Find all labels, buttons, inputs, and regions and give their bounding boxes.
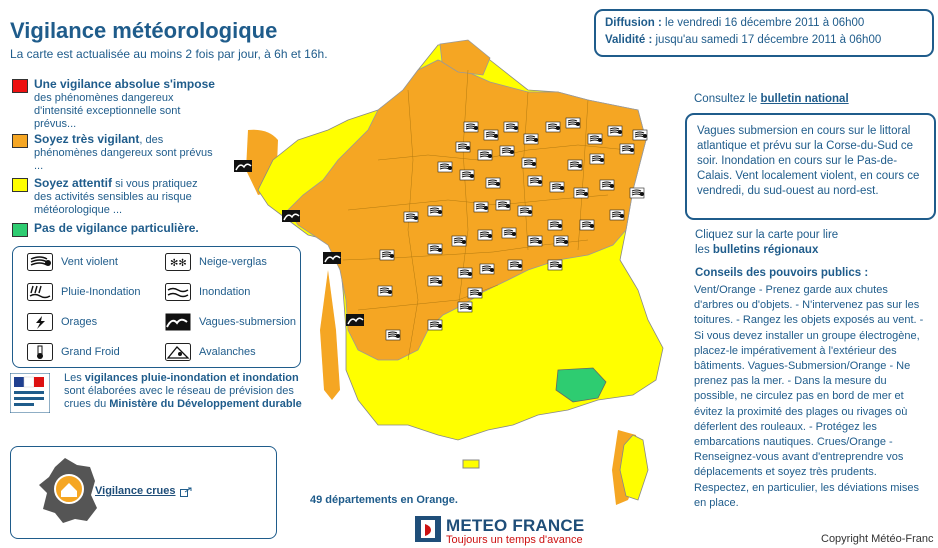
legend-red-text: des phénomènes dangereux d'intensité exceptionnelle sont prévus... <box>34 92 181 130</box>
wind-icon <box>456 142 470 152</box>
flood-icon <box>165 283 191 301</box>
ministry-logo <box>10 373 50 413</box>
wind-icon <box>566 118 580 128</box>
wind-icon <box>496 200 510 210</box>
wind-icon <box>478 230 492 240</box>
wind-icon <box>486 178 500 188</box>
thermometer-icon <box>27 343 53 361</box>
regional-prefix: les <box>695 244 713 256</box>
waves-icon <box>234 160 252 172</box>
avalanche-label: Avalanches <box>199 346 256 358</box>
validite-label: Validité : <box>605 34 653 46</box>
wind-icon <box>508 260 522 270</box>
wind-icon <box>522 158 536 168</box>
wind-icon <box>588 134 602 144</box>
legend-red-title: Une vigilance absolue s'impose <box>34 77 215 91</box>
wind-icon <box>474 202 488 212</box>
alert-summary-box <box>685 113 936 220</box>
meteo-france-logo <box>415 516 441 542</box>
rain-flood-label: Pluie-Inondation <box>61 286 141 298</box>
legend-yellow-text: si vous pratiquez des activités sensibles au risque météorologique ... <box>34 178 198 216</box>
legend-orange-text: , des phénomènes dangereux sont prévus ... <box>34 134 213 172</box>
legend-level-red <box>12 78 217 131</box>
brand-name: METEO FRANCE <box>446 516 585 535</box>
wind-icon <box>478 150 492 160</box>
wind-icon <box>438 162 452 172</box>
ministry-text-b: sont élaborées avec le réseau de prévision des crues du <box>64 385 294 410</box>
waves-icon <box>323 252 341 264</box>
legend-green-title: Pas de vigilance particulière. <box>34 221 199 235</box>
rain-flood-icon <box>27 283 53 301</box>
wind-icon <box>500 146 514 156</box>
wind-icon <box>464 122 478 132</box>
wind-icon <box>428 320 442 330</box>
copyright: Copyright Météo-Franc <box>821 533 934 545</box>
legend-yellow-title: Soyez attentif <box>34 176 113 190</box>
wind-icon <box>518 206 532 216</box>
page-subtitle: La carte est actualisée au moins 2 fois par jour, à 6h et 16h. <box>10 47 328 61</box>
legend-orange-title: Soyez très vigilant <box>34 132 140 146</box>
wind-icon <box>550 182 564 192</box>
storm-icon <box>27 313 53 331</box>
svg-text:✻✻: ✻✻ <box>170 258 187 269</box>
advice-text: Vent/Orange - Prenez garde aux chutes d'arbres ou d'objets. - N'intervenez pas sur les toitures. - Rangez les objets exposés au vent. -Si vous devez installer un groupe électrogène, placez-le impérativement à l'extérieur des bâtiments. Vagues-Submersion/Orange - Ne prenez pas la mer. - Dans la mesure du possible, ne circulez pas en bord de mer et évitez la proximité des plages ou rivages où déferlent des rouleaux. - Protégez les embarcations nautiques. Crues/Orange - Renseignez-vous avant d'entreprendre vos déplacements et soyez très prudents. Respectez, en particulier, les déviations mises en place. <box>694 284 924 509</box>
wind-icon <box>458 268 472 278</box>
small-territory <box>463 460 479 468</box>
orange-departments-count: 49 départements en Orange. <box>310 494 458 506</box>
wind-icon <box>568 160 582 170</box>
waves-icon <box>346 314 364 326</box>
wind-icon <box>524 134 538 144</box>
snow-ice-icon <box>165 253 191 271</box>
wind-icon <box>633 130 647 140</box>
wind-icon <box>386 330 400 340</box>
diffusion-label: Diffusion : <box>605 17 662 29</box>
atlantic-coast-band-south <box>320 270 340 400</box>
storm-label: Orages <box>61 316 98 328</box>
snow-label: Neige-verglas <box>199 256 267 268</box>
waves-icon <box>165 313 191 331</box>
wind-icon <box>610 210 624 220</box>
yellow-swatch <box>12 178 28 192</box>
ministry-bold-b: Ministère du Développement durable <box>109 398 302 410</box>
regional-bulletins <box>695 228 925 258</box>
wind-icon <box>468 288 482 298</box>
wind-icon <box>452 236 466 246</box>
wind-icon <box>548 220 562 230</box>
waves-label: Vagues-submersion <box>199 316 297 328</box>
france-vigilance-map[interactable] <box>228 30 688 510</box>
brand-slogan: Toujours un temps d'avance <box>446 534 583 546</box>
wind-icon <box>528 236 542 246</box>
advice-title: Conseils des pouvoirs publics : <box>695 267 869 279</box>
wind-icon <box>580 220 594 230</box>
legend-level-yellow <box>12 177 217 217</box>
wind-icon <box>428 244 442 254</box>
wind-icon <box>546 122 560 132</box>
red-swatch <box>12 79 28 93</box>
cold-label: Grand Froid <box>61 346 120 358</box>
external-link-icon[interactable] <box>180 487 192 497</box>
orange-swatch <box>12 134 28 148</box>
diffusion-box <box>594 9 934 57</box>
bulletins-regionaux-link[interactable]: bulletins régionaux <box>712 244 819 256</box>
wind-icon <box>502 228 516 238</box>
flood-label: Inondation <box>199 286 251 298</box>
consult-prefix: Consultez le <box>694 93 761 105</box>
alert-text: Vagues submersion en cours sur le littoral atlantique et prévu sur la Corse-du-Sud ce soir. Inondation en cours sur le Pas-de-Calais. Vent localement violent, en cours ce vendredi, du sud-ouest au nord-est. <box>697 125 920 197</box>
waves-icon <box>282 210 300 222</box>
consult-national <box>694 93 849 105</box>
wind-icon <box>428 206 442 216</box>
wind-icon <box>574 188 588 198</box>
wind-icon <box>404 212 418 222</box>
regional-line1: Cliquez sur la carte pour lire <box>695 229 839 241</box>
wind-icon <box>504 122 518 132</box>
wind-icon <box>458 302 472 312</box>
vigilance-crues-link[interactable]: Vigilance crues <box>95 485 176 497</box>
wind-icon <box>484 130 498 140</box>
green-swatch <box>12 223 28 237</box>
diffusion-value: le vendredi 16 décembre 2011 à 06h00 <box>661 17 865 29</box>
validite-value: jusqu'au samedi 17 décembre 2011 à 06h00 <box>652 34 882 46</box>
wind-icon <box>548 260 562 270</box>
wind-icon <box>460 170 474 180</box>
wind-icon <box>428 276 442 286</box>
page-title: Vigilance météorologique <box>10 18 278 43</box>
wind-icon <box>630 188 644 198</box>
ministry-text-a: Les <box>64 372 85 384</box>
legend-level-green <box>12 222 217 236</box>
wind-icon <box>27 253 53 271</box>
wind-icon <box>528 176 542 186</box>
wind-icon <box>600 180 614 190</box>
wind-icon <box>620 144 634 154</box>
wind-label: Vent violent <box>61 256 118 268</box>
legend-level-orange <box>12 133 217 173</box>
wind-icon <box>480 264 494 274</box>
wind-icon <box>608 126 622 136</box>
avalanche-icon <box>165 343 191 361</box>
ministry-bold-a: vigilances pluie-inondation et inondation <box>84 372 299 384</box>
wind-icon <box>554 236 568 246</box>
wind-icon <box>378 286 392 296</box>
wind-icon <box>380 250 394 260</box>
wind-icon <box>590 154 604 164</box>
bulletin-national-link[interactable]: bulletin national <box>760 93 849 105</box>
